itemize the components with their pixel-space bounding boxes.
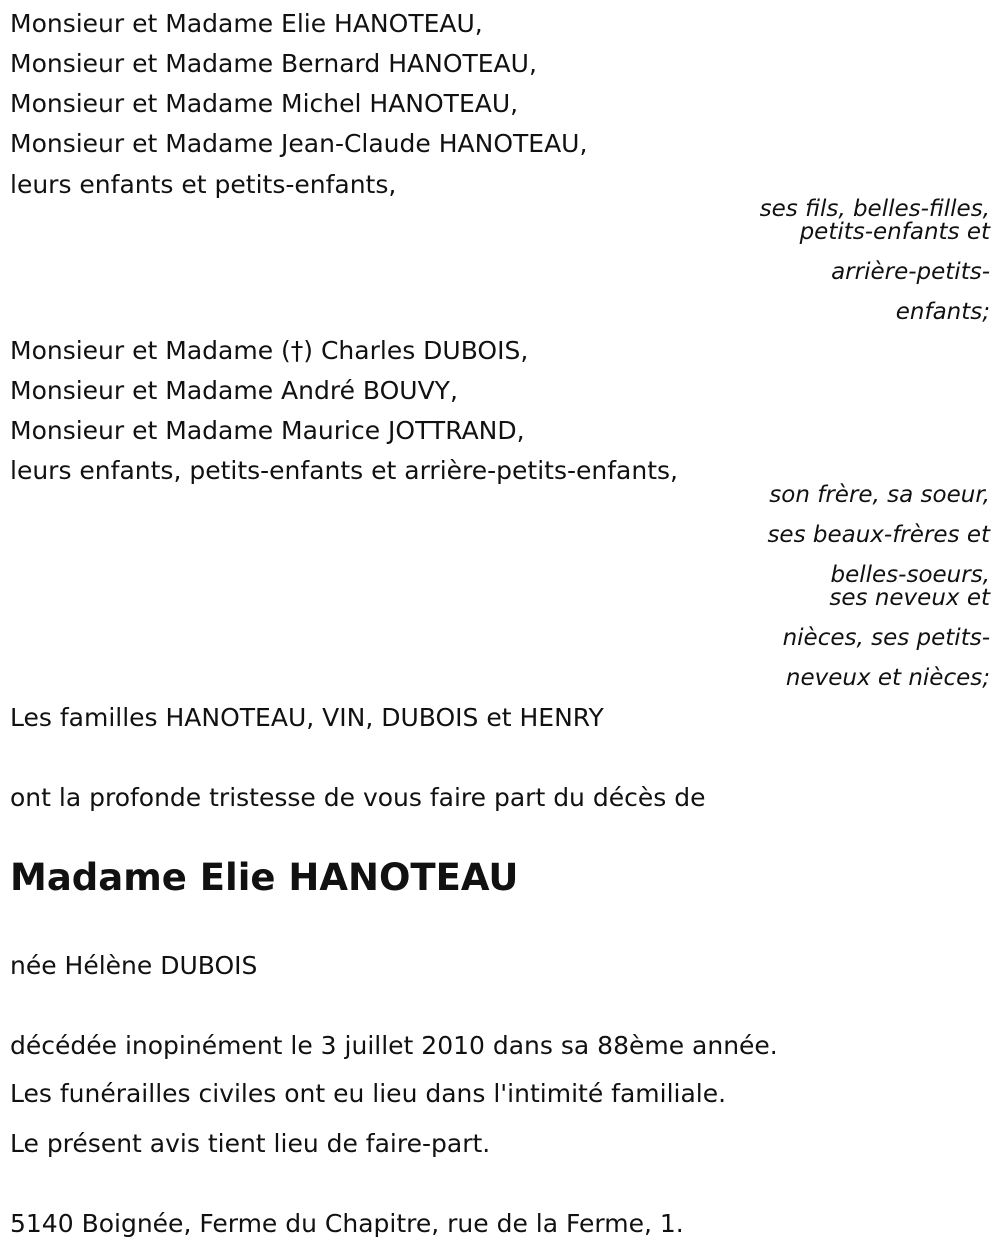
relation-line-4: enfants;: [895, 299, 990, 325]
maiden-name: née Hélène DUBOIS: [10, 951, 258, 980]
relation-line-7: belles-soeurs,: [830, 562, 990, 588]
deceased-name: Madame Elie HANOTEAU: [10, 856, 519, 899]
family-line-4: Monsieur et Madame Jean-Claude HANOTEAU,: [10, 129, 588, 158]
relation-line-8: ses neveux et: [829, 585, 990, 611]
detail-line-3: Le présent avis tient lieu de faire-part.: [10, 1129, 491, 1158]
relation-line-1: ses fils, belles-filles,: [759, 196, 990, 222]
relation-line-2: petits-enfants et: [799, 219, 990, 245]
detail-line-2: Les funérailles civiles ont eu lieu dans l'intimité familiale.: [10, 1079, 727, 1108]
family-line-6: Monsieur et Madame (†) Charles DUBOIS,: [10, 336, 529, 365]
relation-line-5: son frère, sa soeur,: [769, 482, 990, 508]
family-line-9: leurs enfants, petits-enfants et arrière-petits-enfants,: [10, 456, 678, 485]
family-line-2: Monsieur et Madame Bernard HANOTEAU,: [10, 49, 537, 78]
relation-line-9: nièces, ses petits-: [782, 625, 990, 651]
family-line-5: leurs enfants et petits-enfants,: [10, 170, 397, 199]
relation-line-3: arrière-petits-: [831, 259, 990, 285]
detail-line-1: décédée inopinément le 3 juillet 2010 dans sa 88ème année.: [10, 1031, 778, 1060]
address-line: 5140 Boignée, Ferme du Chapitre, rue de la Ferme, 1.: [10, 1209, 684, 1238]
announcement-text: ont la profonde tristesse de vous faire part du décès de: [10, 783, 706, 812]
families-line: Les familles HANOTEAU, VIN, DUBOIS et HENRY: [10, 703, 604, 732]
family-line-8: Monsieur et Madame Maurice JOTTRAND,: [10, 416, 525, 445]
family-line-7: Monsieur et Madame André BOUVY,: [10, 376, 458, 405]
relation-line-6: ses beaux-frères et: [767, 522, 990, 548]
family-line-1: Monsieur et Madame Elie HANOTEAU,: [10, 9, 483, 38]
relation-line-10: neveux et nièces;: [785, 665, 990, 691]
family-line-3: Monsieur et Madame Michel HANOTEAU,: [10, 89, 519, 118]
